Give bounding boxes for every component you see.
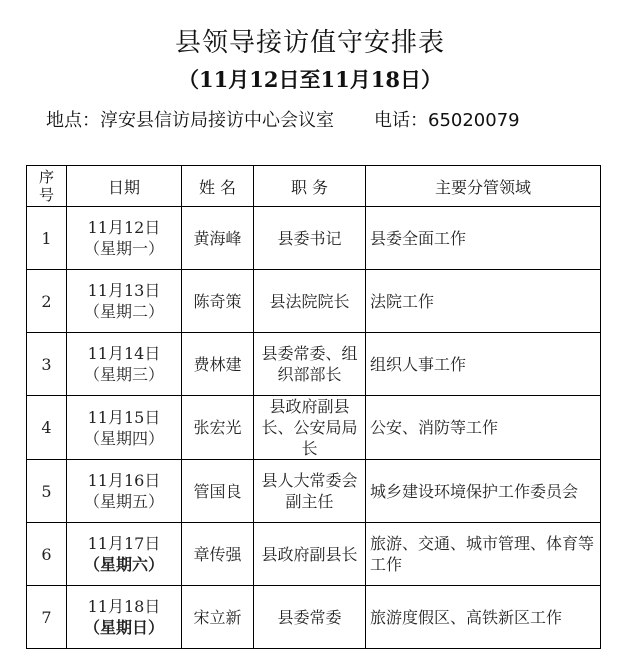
row-name: 黄海峰 — [182, 207, 254, 270]
row-date — [67, 586, 182, 649]
row-date — [67, 460, 182, 523]
table-row — [27, 207, 601, 270]
row-name: 陈奇策 — [182, 270, 254, 333]
row-position: 县政府副县长、公安局局长 — [254, 396, 366, 460]
row-date — [67, 333, 182, 396]
row-position: 县委书记 — [254, 207, 366, 270]
header-area: 主要分管领域 — [366, 166, 601, 207]
row-date-day: 11月13日 — [87, 281, 161, 300]
row-date — [67, 523, 182, 586]
row-area: 旅游度假区、高铁新区工作 — [366, 586, 601, 649]
row-date-weekday: （星期二） — [83, 302, 164, 321]
header-name: 姓 名 — [182, 166, 254, 207]
row-position: 县法院院长 — [254, 270, 366, 333]
table-row — [27, 396, 601, 460]
table-row — [27, 586, 601, 649]
row-date-weekday: （星期五） — [83, 492, 164, 511]
row-area: 城乡建设环境保护工作委员会 — [366, 460, 601, 523]
row-area: 旅游、交通、城市管理、体育等工作 — [366, 523, 601, 586]
schedule-table — [26, 165, 601, 649]
table-row — [27, 523, 601, 586]
row-position: 县政府副县长 — [254, 523, 366, 586]
header-date: 日期 — [67, 166, 182, 207]
row-number: 2 — [27, 270, 67, 333]
row-number: 7 — [27, 586, 67, 649]
row-position: 县委常委、组织部部长 — [254, 333, 366, 396]
table-body — [27, 207, 601, 649]
table-row — [27, 333, 601, 396]
row-number: 5 — [27, 460, 67, 523]
header-number-label: 序号 — [38, 168, 54, 204]
header-position: 职 务 — [254, 166, 366, 207]
row-number: 4 — [27, 396, 67, 460]
table-header-row — [27, 166, 601, 207]
table-row — [27, 270, 601, 333]
row-date-day: 11月15日 — [87, 407, 161, 427]
row-area: 法院工作 — [366, 270, 601, 333]
row-number: 6 — [27, 523, 67, 586]
row-area: 组织人事工作 — [366, 333, 601, 396]
row-position: 县委常委 — [254, 586, 366, 649]
row-date — [67, 396, 182, 460]
row-name: 宋立新 — [182, 586, 254, 649]
row-date-weekday: （星期四） — [83, 428, 164, 448]
location-phone-line — [46, 106, 520, 132]
location-text: 地点：淳安县信访局接访中心会议室 — [46, 110, 334, 131]
document-title: 县领导接访值守安排表 — [174, 28, 445, 58]
row-date-weekday: （星期日） — [83, 618, 164, 637]
row-name: 章传强 — [182, 523, 254, 586]
row-number: 3 — [27, 333, 67, 396]
row-date-day: 11月14日 — [87, 344, 161, 363]
row-date-day: 11月18日 — [87, 597, 161, 616]
row-name: 张宏光 — [182, 396, 254, 460]
row-name: 管国良 — [182, 460, 254, 523]
header-number — [27, 166, 67, 207]
row-date-weekday: （星期一） — [83, 239, 164, 258]
row-date — [67, 270, 182, 333]
row-number: 1 — [27, 207, 67, 270]
row-area: 县委全面工作 — [366, 207, 601, 270]
row-date-day: 11月16日 — [87, 471, 161, 490]
phone-text: 电话：65020079 — [374, 110, 520, 131]
row-date-weekday: （星期六） — [83, 555, 164, 574]
row-date-weekday: （星期三） — [83, 365, 164, 384]
row-position: 县人大常委会副主任 — [254, 460, 366, 523]
row-name: 费林建 — [182, 333, 254, 396]
row-date-day: 11月17日 — [87, 534, 161, 553]
date-range-subtitle: （11月12日至11月18日） — [178, 67, 442, 92]
row-date-day: 11月12日 — [87, 218, 161, 237]
row-area: 公安、消防等工作 — [366, 396, 601, 460]
row-date — [67, 207, 182, 270]
table-row — [27, 460, 601, 523]
